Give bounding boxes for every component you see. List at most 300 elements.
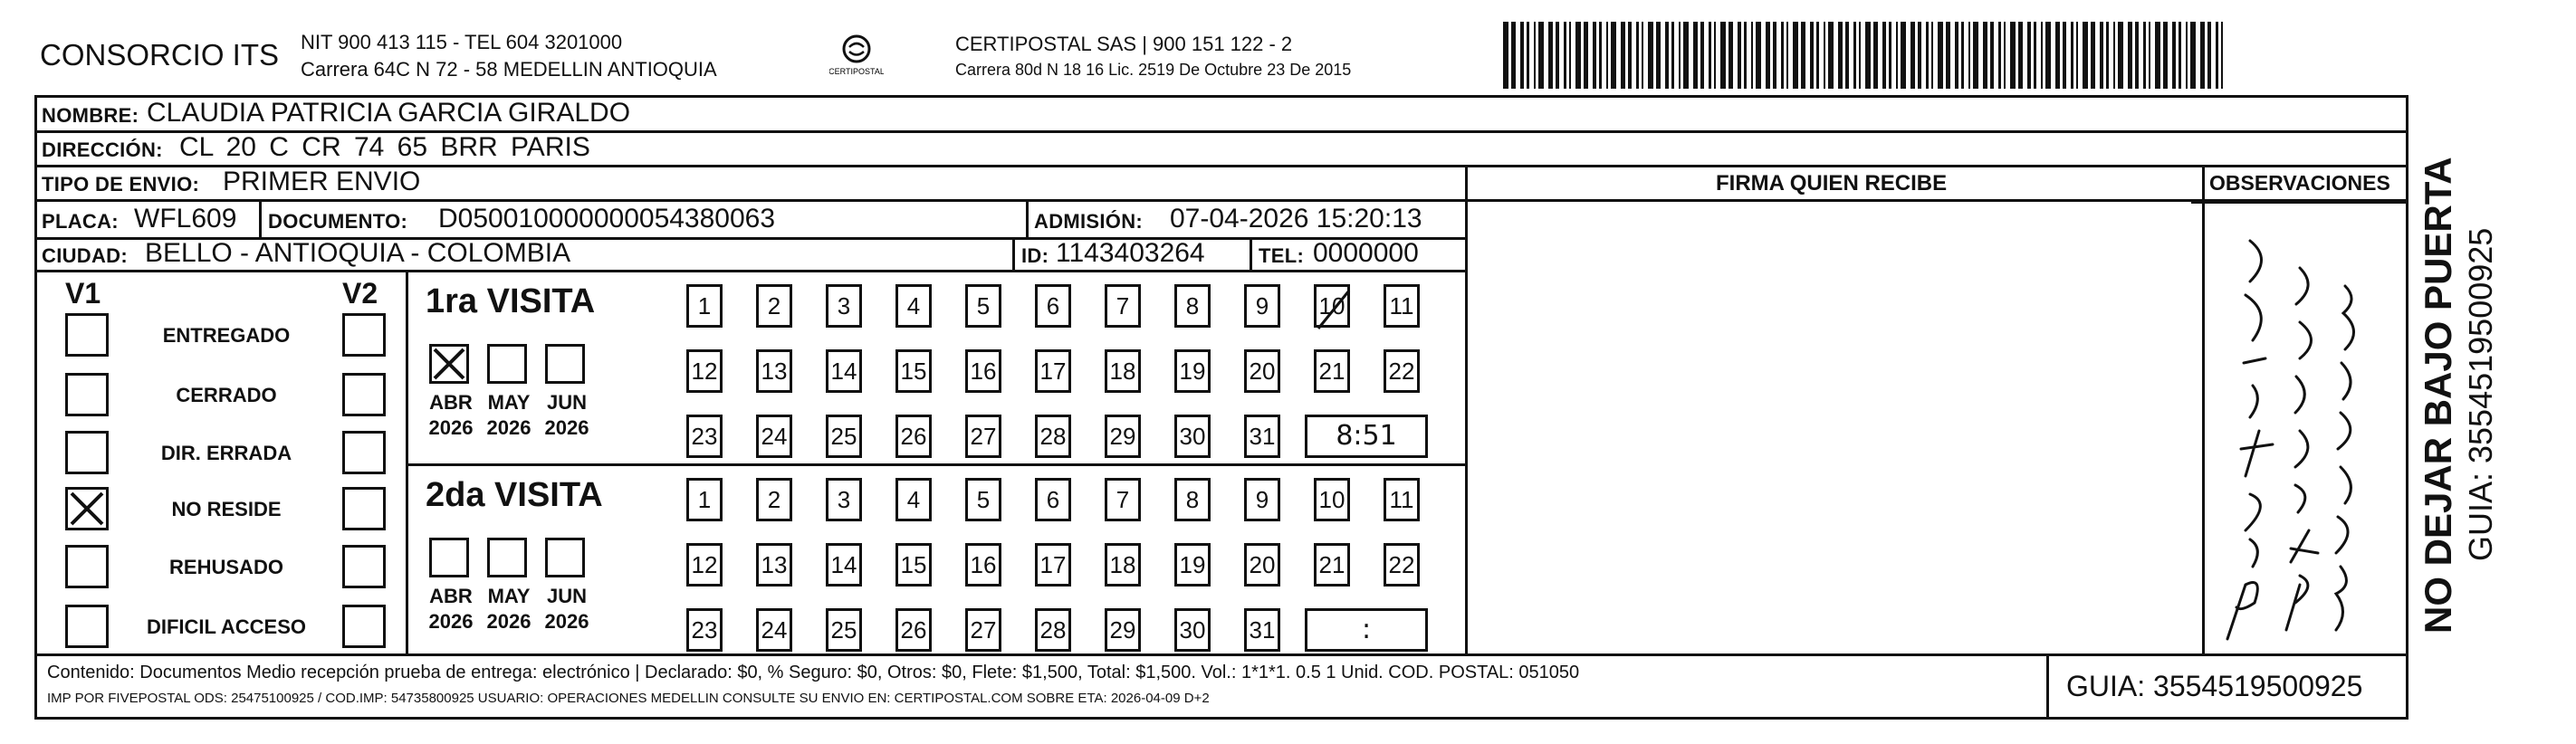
day-number: 30 [1179, 423, 1206, 450]
month-checkbox[interactable] [487, 344, 527, 384]
barcode-bar [1838, 22, 1843, 89]
day-number: 2 [767, 292, 781, 320]
day-number: 11 [1389, 486, 1414, 513]
day-number: 26 [900, 616, 927, 644]
day-box[interactable] [686, 284, 723, 328]
document-value: D050010000000054380063 [438, 204, 776, 234]
barcode-bar [2143, 22, 2146, 89]
day-box[interactable] [1105, 478, 1141, 521]
month-checkbox[interactable] [545, 538, 585, 577]
day-box[interactable] [895, 349, 932, 393]
barcode-bar [1700, 22, 1704, 89]
day-box[interactable] [756, 284, 792, 328]
admission-label: ADMISIÓN: [1034, 210, 1144, 233]
day-box[interactable] [756, 608, 792, 652]
footer-content-line: Contenido: Documentos Medio recepción prueba de entrega: electrónico | Declarado: $0, % Seguro: $0, Otros: $0, Flete: $1,500, Total: $1,500. Vol.: 1*1*1. 0.5 1 Unid. COD. POSTAL: 051050 [47, 663, 1580, 682]
recipient-name: CLAUDIA PATRICIA GARCIA GIRALDO [147, 98, 631, 128]
tel-label: TEL: [1259, 244, 1305, 267]
barcode-bar [1901, 22, 1906, 89]
barcode-bar [1773, 22, 1776, 89]
company-name: CONSORCIO ITS [40, 38, 280, 72]
day-number: 28 [1039, 616, 1067, 644]
certipostal-logo-icon [829, 27, 884, 81]
name-label: NOMBRE: [42, 104, 139, 127]
day-box[interactable] [826, 349, 862, 393]
day-box[interactable] [826, 478, 862, 521]
status-option-label: REHUSADO [169, 556, 283, 578]
city-value: BELLO - ANTIOQUIA - COLOMBIA [145, 238, 571, 268]
day-box[interactable] [1244, 415, 1280, 458]
day-number: 24 [761, 423, 788, 450]
barcode-bar [1824, 22, 1825, 89]
day-number: 18 [1109, 551, 1136, 578]
day-number: 22 [1388, 358, 1415, 385]
status-option-label: DIFICIL ACCESO [146, 615, 306, 638]
v1-checkbox[interactable] [65, 605, 109, 648]
barcode-bar [1998, 22, 2001, 89]
barcode-bar [2155, 22, 2160, 89]
day-number: 12 [691, 551, 718, 578]
company-address: Carrera 64C N 72 - 58 MEDELLIN ANTIOQUIA [301, 58, 717, 81]
day-box[interactable] [1174, 543, 1211, 587]
barcode-bar [1636, 22, 1639, 89]
day-box[interactable] [756, 349, 792, 393]
day-number: 31 [1249, 423, 1276, 450]
day-box[interactable] [756, 478, 792, 521]
barcode-bar [1931, 22, 1933, 89]
day-box[interactable] [1174, 349, 1211, 393]
day-number: 4 [906, 292, 921, 320]
id-value: 1143403264 [1056, 238, 1205, 268]
day-number: 6 [1046, 292, 1060, 320]
day-number: 24 [761, 616, 788, 644]
day-number: 13 [761, 551, 788, 578]
day-number: 15 [900, 551, 927, 578]
day-box[interactable] [686, 349, 723, 393]
barcode-bar [1961, 22, 1964, 89]
barcode-bar [2113, 22, 2115, 89]
day-box[interactable] [1105, 349, 1141, 393]
day-box[interactable] [826, 608, 862, 652]
check-x-icon [432, 347, 466, 381]
day-number: 31 [1249, 616, 1276, 644]
month-label: ABR [429, 585, 473, 607]
barcode-bar [2200, 22, 2205, 89]
day-box[interactable] [895, 415, 932, 458]
plate-value: WFL609 [134, 204, 237, 234]
v1-checkbox[interactable] [65, 545, 109, 588]
barcode-bar [1593, 22, 1596, 89]
barcode-bar [2063, 22, 2066, 89]
day-number: 21 [1318, 358, 1345, 385]
month-label: ABR [429, 391, 473, 414]
barcode-bar [1538, 22, 1544, 89]
v1-checkbox[interactable] [65, 313, 109, 357]
check-x-icon [68, 490, 106, 528]
barcode-bar [1859, 22, 1861, 89]
barcode-bar [1926, 22, 1929, 89]
day-box[interactable] [965, 284, 1001, 328]
v2-checkbox[interactable] [342, 545, 386, 588]
day-box[interactable] [686, 415, 723, 458]
barcode-bar [2207, 22, 2211, 89]
day-number: 29 [1109, 616, 1136, 644]
side-guide-number: GUIA: 3554519500925 [2462, 227, 2499, 561]
day-box[interactable] [965, 415, 1001, 458]
barcode-bar [2055, 22, 2060, 89]
day-box[interactable] [965, 543, 1001, 587]
day-number: 25 [830, 423, 857, 450]
day-number: 20 [1249, 551, 1276, 578]
day-box[interactable] [895, 608, 932, 652]
barcode-bar [2071, 22, 2073, 89]
month-label: JUN [546, 585, 587, 607]
month-checkbox[interactable] [545, 344, 585, 384]
barcode-bar [1729, 22, 1733, 89]
document-label: DOCUMENTO: [268, 210, 408, 233]
barcode-bar [2018, 22, 2023, 89]
month-checkbox[interactable] [429, 344, 469, 384]
day-number: 7 [1116, 292, 1130, 320]
day-box[interactable] [1384, 284, 1420, 328]
barcode-bar [1679, 22, 1681, 89]
shipping-type-label: TIPO DE ENVIO: [42, 173, 200, 196]
day-strike-mark-icon [1313, 283, 1356, 345]
barcode-bar [1511, 22, 1516, 89]
barcode-bar [1584, 22, 1588, 89]
barcode [1503, 22, 2227, 89]
month-year: 2026 [544, 610, 589, 633]
day-number: 23 [691, 616, 718, 644]
barcode-bar [1751, 22, 1753, 89]
barcode-bar [1599, 22, 1602, 89]
day-number: 23 [691, 423, 718, 450]
day-number: 17 [1039, 358, 1067, 385]
barcode-bar [1665, 22, 1669, 89]
v2-checkbox[interactable] [342, 487, 386, 530]
day-box[interactable] [1384, 543, 1420, 587]
day-box[interactable] [895, 284, 932, 328]
day-number: 9 [1255, 292, 1269, 320]
v1-checkbox[interactable] [65, 373, 109, 416]
barcode-bar [2034, 22, 2036, 89]
v1-checkbox[interactable] [65, 487, 109, 530]
day-number: 10 [1318, 486, 1345, 513]
day-number: 18 [1109, 358, 1136, 385]
status-option-label: DIR. ERRADA [160, 442, 292, 464]
carrier-line: CERTIPOSTAL SAS | 900 151 122 - 2 [955, 33, 1293, 55]
day-number: 7 [1116, 486, 1130, 513]
barcode-bar [1744, 22, 1747, 89]
visit-title: 1ra VISITA [426, 282, 596, 320]
day-box[interactable] [1174, 608, 1211, 652]
barcode-bar [1671, 22, 1674, 89]
day-number: 4 [906, 486, 921, 513]
v1-label: V1 [65, 277, 101, 310]
day-box[interactable] [1384, 478, 1420, 521]
day-number: 22 [1388, 551, 1415, 578]
barcode-bar [1766, 22, 1770, 89]
v2-checkbox[interactable] [342, 431, 386, 474]
barcode-bar [2221, 22, 2223, 89]
month-year: 2026 [544, 416, 589, 439]
day-number: 30 [1179, 616, 1206, 644]
barcode-bar [1648, 22, 1653, 89]
barcode-bar [1642, 22, 1643, 89]
day-box[interactable] [826, 543, 862, 587]
day-number: 5 [976, 486, 991, 513]
status-option-label: ENTREGADO [162, 324, 291, 347]
day-number: 27 [970, 423, 997, 450]
day-box[interactable] [686, 543, 723, 587]
day-box[interactable] [895, 478, 932, 521]
day-number: 11 [1389, 292, 1414, 320]
day-box[interactable] [1174, 415, 1211, 458]
shipping-type: PRIMER ENVIO [223, 167, 421, 196]
day-number: 14 [830, 551, 857, 578]
address-label: DIRECCIÓN: [42, 138, 163, 161]
barcode-bar [1781, 22, 1784, 89]
day-number: 29 [1109, 423, 1136, 450]
barcode-bar [2128, 22, 2132, 89]
day-number: 5 [976, 292, 991, 320]
day-box[interactable] [1174, 478, 1211, 521]
v2-label: V2 [342, 277, 378, 310]
footer-imp-line: IMP POR FIVEPOSTAL ODS: 25475100925 / COD.IMP: 54735800925 USUARIO: OPERACIONES MEDELLIN CONSULTE SU ENVIO EN: CERTIPOSTAL.COM SOBRE ETA: 2026-04-09 D+2 [47, 691, 1210, 706]
day-box[interactable] [1244, 608, 1280, 652]
barcode-bar [1548, 22, 1553, 89]
day-box[interactable] [1105, 608, 1141, 652]
barcode-bar [1889, 22, 1891, 89]
barcode-bar [1564, 22, 1566, 89]
day-box[interactable] [1105, 415, 1141, 458]
barcode-bar [2045, 22, 2051, 89]
barcode-bar [2091, 22, 2095, 89]
day-box[interactable] [826, 415, 862, 458]
barcode-bar [1611, 22, 1616, 89]
barcode-bar [1990, 22, 1994, 89]
barcode-bar [1873, 22, 1878, 89]
barcode-bar [1882, 22, 1886, 89]
month-label: MAY [487, 585, 531, 607]
barcode-bar [1968, 22, 1970, 89]
barcode-bar [1918, 22, 1921, 89]
day-number: 3 [837, 486, 851, 513]
company-nit: NIT 900 413 115 - TEL 604 3201000 [301, 31, 623, 53]
barcode-bar [1816, 22, 1819, 89]
barcode-bar [2216, 22, 2218, 89]
barcode-bar [1801, 22, 1805, 89]
barcode-bar [1896, 22, 1898, 89]
day-box[interactable] [1314, 349, 1350, 393]
day-box[interactable] [686, 478, 723, 521]
day-box[interactable] [1035, 478, 1071, 521]
day-number: 8 [1185, 486, 1200, 513]
barcode-bar [1865, 22, 1871, 89]
barcode-bar [2041, 22, 2043, 89]
v1-checkbox[interactable] [65, 431, 109, 474]
day-number: 16 [970, 551, 997, 578]
carrier-address: Carrera 80d N 18 16 Lic. 2519 De Octubre 23 De 2015 [955, 61, 1352, 79]
day-box[interactable] [1105, 543, 1141, 587]
barcode-bar [1693, 22, 1698, 89]
day-number: 21 [1318, 551, 1345, 578]
v2-checkbox[interactable] [342, 313, 386, 357]
barcode-bar [2186, 22, 2188, 89]
day-box[interactable] [965, 478, 1001, 521]
observations-column-title: OBSERVACIONES [2209, 171, 2390, 195]
day-box[interactable] [1035, 543, 1071, 587]
day-box[interactable] [895, 543, 932, 587]
day-number: 20 [1249, 358, 1276, 385]
visit-time-field[interactable]: 8:51 [1305, 415, 1428, 458]
barcode-bar [1556, 22, 1559, 89]
month-year: 2026 [428, 610, 474, 633]
month-year: 2026 [486, 610, 531, 633]
day-box[interactable] [965, 608, 1001, 652]
barcode-bar [1810, 22, 1814, 89]
day-number: 1 [697, 486, 712, 513]
day-box[interactable] [1314, 478, 1350, 521]
day-number: 3 [837, 292, 851, 320]
barcode-bar [2076, 22, 2078, 89]
barcode-bar [1714, 22, 1716, 89]
month-year: 2026 [486, 416, 531, 439]
day-number: 19 [1179, 551, 1206, 578]
signature-column-title: FIRMA QUIEN RECIBE [1716, 171, 1948, 196]
barcode-bar [2172, 22, 2176, 89]
month-checkbox[interactable] [487, 538, 527, 577]
barcode-bar [1786, 22, 1788, 89]
month-label: MAY [487, 391, 531, 414]
tel-value: 0000000 [1313, 238, 1419, 268]
barcode-bar [1628, 22, 1632, 89]
barcode-bar [1938, 22, 1943, 89]
day-box[interactable] [1105, 284, 1141, 328]
day-number: 14 [830, 358, 857, 385]
barcode-bar [1534, 22, 1536, 89]
month-label: JUN [546, 391, 587, 414]
day-number: 10 [1318, 292, 1345, 320]
day-box[interactable] [1384, 349, 1420, 393]
barcode-bar [1983, 22, 1987, 89]
day-number: 27 [970, 616, 997, 644]
day-box[interactable] [1035, 608, 1071, 652]
month-year: 2026 [428, 416, 474, 439]
footer-guide-number: GUIA: 3554519500925 [2066, 670, 2363, 702]
day-number: 28 [1039, 423, 1067, 450]
barcode-bar [2149, 22, 2150, 89]
barcode-bar [1520, 22, 1524, 89]
barcode-bar [1910, 22, 1915, 89]
day-box[interactable] [1244, 543, 1280, 587]
barcode-bar [2083, 22, 2088, 89]
barcode-bar [2106, 22, 2109, 89]
v2-checkbox[interactable] [342, 605, 386, 648]
status-option-label: NO RESIDE [171, 498, 282, 520]
recipient-address: CL 20 C CR 74 65 BRR PARIS [179, 132, 590, 162]
plate-label: PLACA: [42, 210, 119, 233]
day-box[interactable] [756, 543, 792, 587]
barcode-bar [1946, 22, 1950, 89]
day-box[interactable] [756, 415, 792, 458]
day-number: 16 [970, 358, 997, 385]
barcode-bar [1606, 22, 1608, 89]
admission-value: 07-04-2026 15:20:13 [1170, 204, 1422, 234]
day-number: 9 [1255, 486, 1269, 513]
day-box[interactable] [965, 349, 1001, 393]
day-number: 19 [1179, 358, 1206, 385]
id-label: ID: [1021, 244, 1049, 267]
barcode-bar [1569, 22, 1571, 89]
month-checkbox[interactable] [429, 538, 469, 577]
day-number: 13 [761, 358, 788, 385]
barcode-bar [2004, 22, 2006, 89]
barcode-bar [1973, 22, 1978, 89]
day-box[interactable] [1314, 284, 1350, 328]
visit-title: 2da VISITA [426, 476, 603, 514]
observations-handwritten-note [2209, 205, 2377, 648]
day-box[interactable] [1035, 349, 1071, 393]
barcode-bar [1709, 22, 1711, 89]
day-number: 25 [830, 616, 857, 644]
day-box[interactable] [826, 284, 862, 328]
day-box[interactable] [1314, 543, 1350, 587]
barcode-bar [1845, 22, 1849, 89]
barcode-bar [1756, 22, 1761, 89]
day-box[interactable] [1035, 415, 1071, 458]
barcode-bar [1738, 22, 1741, 89]
barcode-bar [1720, 22, 1726, 89]
day-box[interactable] [1244, 349, 1280, 393]
day-number: 8 [1185, 292, 1200, 320]
barcode-bar [1656, 22, 1661, 89]
barcode-bar [1575, 22, 1581, 89]
visit-time-field[interactable]: : [1305, 608, 1428, 652]
day-number: 17 [1039, 551, 1067, 578]
barcode-bar [1621, 22, 1625, 89]
day-box[interactable] [1244, 284, 1280, 328]
barcode-bar [1853, 22, 1856, 89]
day-number: 12 [691, 358, 718, 385]
city-label: CIUDAD: [42, 244, 128, 267]
barcode-bar [2135, 22, 2139, 89]
svg-text:CERTIPOSTAL: CERTIPOSTAL [829, 67, 884, 76]
day-number: 26 [900, 423, 927, 450]
barcode-bar [2179, 22, 2181, 89]
day-box[interactable] [686, 608, 723, 652]
barcode-bar [1683, 22, 1689, 89]
day-box[interactable] [1035, 284, 1071, 328]
day-number: 2 [767, 486, 781, 513]
barcode-bar [2163, 22, 2168, 89]
side-warning: NO DEJAR BAJO PUERTA [2417, 157, 2459, 634]
barcode-bar [2118, 22, 2123, 89]
day-number: 1 [697, 292, 712, 320]
barcode-bar [2190, 22, 2196, 89]
day-box[interactable] [1174, 284, 1211, 328]
barcode-bar [2100, 22, 2103, 89]
barcode-bar [1828, 22, 1834, 89]
day-number: 6 [1046, 486, 1060, 513]
status-option-label: CERRADO [176, 384, 277, 406]
barcode-bar [2027, 22, 2031, 89]
barcode-bar [1955, 22, 1958, 89]
barcode-bar [1527, 22, 1529, 89]
v2-checkbox[interactable] [342, 373, 386, 416]
day-box[interactable] [1244, 478, 1280, 521]
barcode-bar [1793, 22, 1798, 89]
